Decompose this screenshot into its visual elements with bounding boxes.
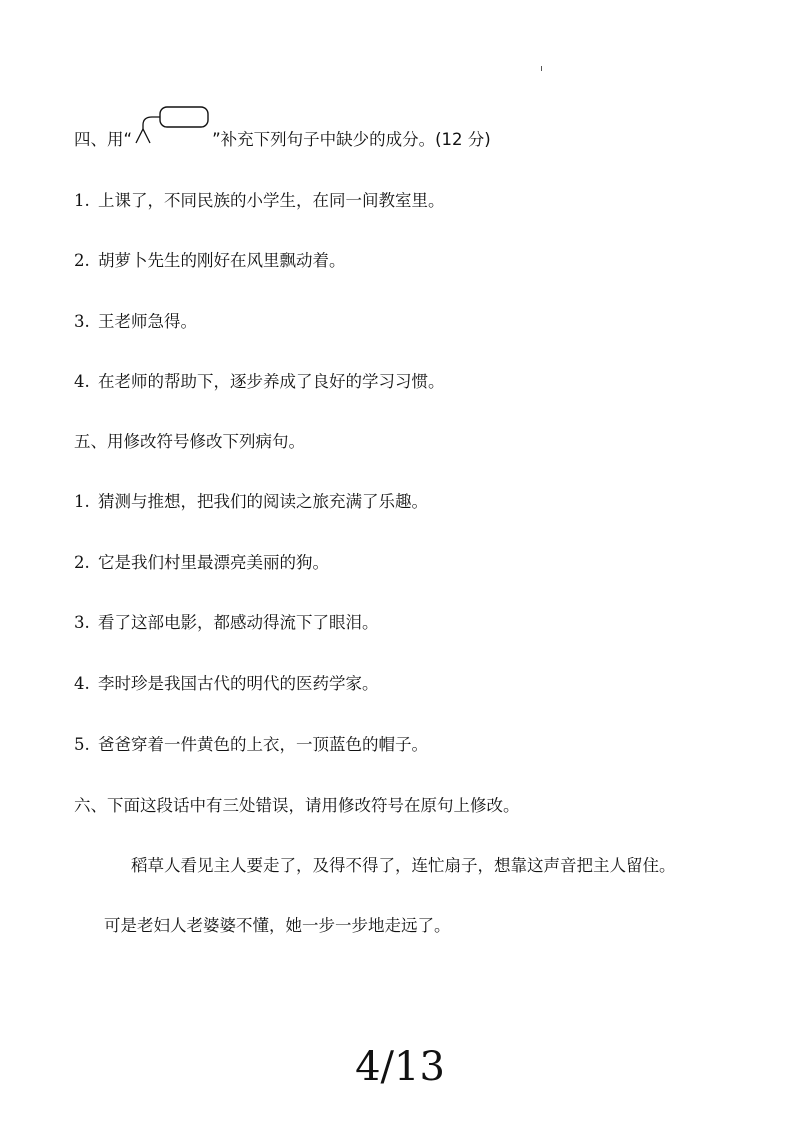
item-text: 胡萝卜先生的刚好在风里飘动着。 (98, 251, 346, 270)
item-number: 3. (74, 312, 90, 331)
item-number: 5. (74, 735, 90, 754)
s4-item-3 (74, 311, 197, 333)
s6-paragraph-line-1: 稻草人看见主人要走了，及得不得了，连忙扇子，想靠这声音把主人留住。 (131, 856, 676, 875)
item-number: 2. (74, 251, 90, 270)
s4-item-2 (74, 250, 346, 272)
item-text: 猜测与推想，把我们的阅读之旅充满了乐趣。 (98, 492, 428, 511)
section-6-heading: 六、下面这段话中有三处错误，请用修改符号在原句上修改。 (74, 796, 520, 815)
item-text: 在老师的帮助下，逐步养成了良好的学习习惯。 (98, 372, 445, 391)
s4-item-4 (74, 371, 445, 393)
item-number: 1. (74, 492, 90, 511)
insertion-symbol-icon (132, 129, 212, 151)
s5-item-2 (74, 552, 329, 574)
item-number: 3. (74, 613, 90, 632)
section-5-heading: 五、用修改符号修改下列病句。 (74, 432, 305, 451)
item-number: 1. (74, 191, 90, 210)
item-text: 它是我们村里最漂亮美丽的狗。 (98, 553, 329, 572)
s6-paragraph-line-2: 可是老妇人老婆婆不懂，她一步一步地走远了。 (104, 916, 451, 935)
item-text: 李时珍是我国古代的明代的医药学家。 (98, 674, 379, 693)
item-text: 爸爸穿着一件黄色的上衣，一顶蓝色的帽子。 (98, 735, 428, 754)
section-4-prefix: 四、用“ (74, 130, 133, 149)
page-number: 4/13 (355, 1044, 445, 1090)
section-4-heading (74, 129, 491, 151)
scan-mark (541, 66, 542, 71)
item-text: 上课了，不同民族的小学生，在同一间教室里。 (98, 191, 445, 210)
s5-item-4 (74, 673, 379, 695)
s4-item-1 (74, 190, 445, 212)
item-number: 4. (74, 372, 90, 391)
item-text: 王老师急得。 (98, 312, 197, 331)
s5-item-1 (74, 491, 428, 513)
item-text: 看了这部电影，都感动得流下了眼泪。 (98, 613, 379, 632)
item-number: 2. (74, 553, 90, 572)
section-4-suffix: ”补充下列句子中缺少的成分。(12 分) (212, 130, 491, 149)
s5-item-5 (74, 734, 428, 756)
s5-item-3 (74, 612, 379, 634)
item-number: 4. (74, 674, 90, 693)
